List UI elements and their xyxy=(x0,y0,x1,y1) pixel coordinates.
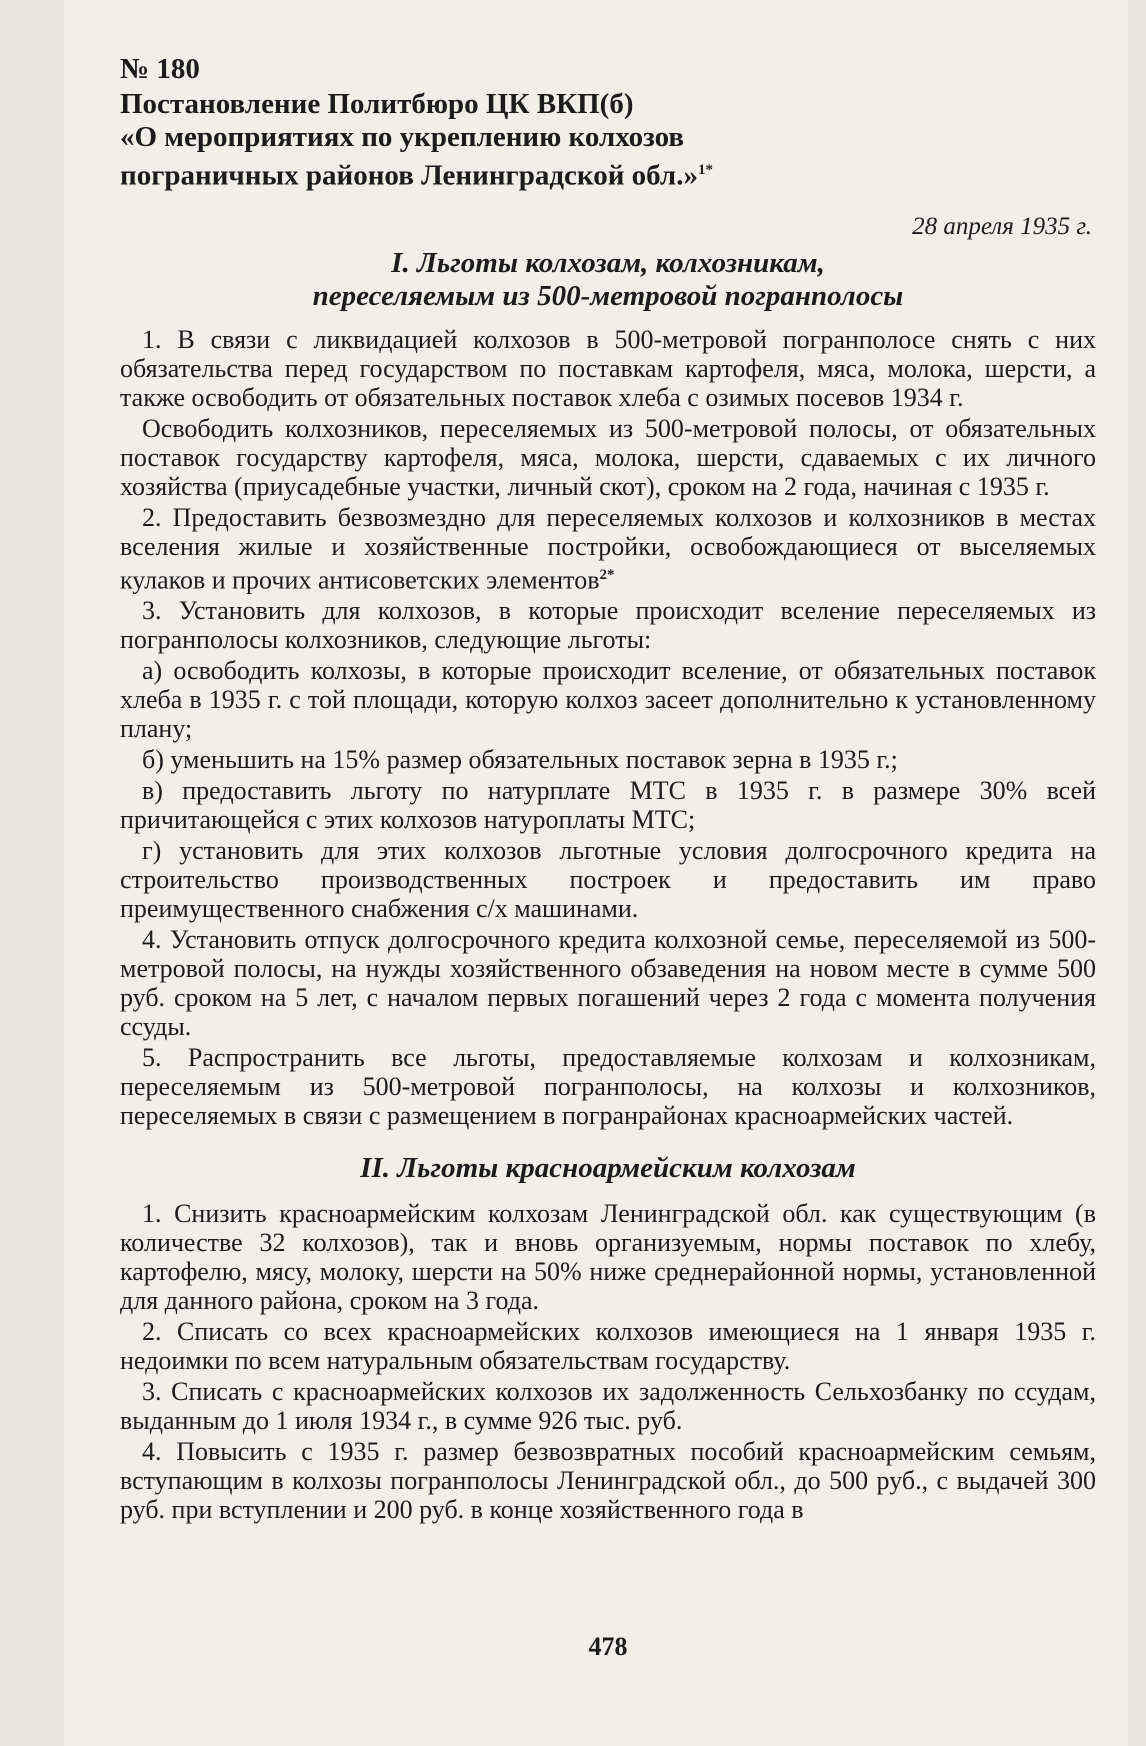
document-date: 28 апреля 1935 г. xyxy=(912,212,1092,240)
footnote-marker: 2* xyxy=(599,566,615,583)
title-line: Постановление Политбюро ЦК ВКП(б) xyxy=(120,88,634,120)
paragraph: Освободить колхозников, переселяемых из 500-метровой полосы, от обязательных поставок государству картофеля, мяса, молока, шерсти, сдаваемых с их личного хозяйства (приусадебные участки, личный скот), сроком на 2 года, начиная с 1935 г. xyxy=(120,413,1096,501)
paragraph-text: 2. Предоставить безвозмездно для переселяемых колхозов и колхозников в местах вселения жилые и хозяйственные постройки, освобождающиеся от выселяемых кулаков и прочих антисоветских элементов xyxy=(120,502,1096,595)
paragraph: в) предоставить льготу по натурплате МТС в 1935 г. в размере 30% всей причитающейся с этих колхозов натуроплаты МТС; xyxy=(120,776,1096,835)
paragraph: 3. Списать с красноармейских колхозов их задолженность Сельхозбанку по ссудам, выданным до 1 июля 1934 г., в сумме 926 тыс. руб. xyxy=(120,1377,1096,1436)
paragraph: 1. В связи с ликвидацией колхозов в 500-метровой погранполосе снять с них обязательства перед государством по поставкам картофеля, мяса, молока, шерсти, а также освободить от обязательных поставок хлеба с озимых посевов 1934 г. xyxy=(120,324,1096,412)
paragraph: 5. Распространить все льготы, предоставляемые колхозам и колхозникам, переселяемым из 500-метровой погранполосы, на колхозы и колхозников, переселяемых в связи с размещением в погранрайонах красноармейских частей. xyxy=(120,1043,1096,1131)
document-number: № 180 xyxy=(120,53,200,85)
paragraph: 3. Установить для колхозов, в которые происходит вселение переселяемых из погранполосы колхозников, следующие льготы: xyxy=(120,596,1096,655)
paragraph: 4. Повысить с 1935 г. размер безвозвратных пособий красноармейским семьям, вступающим в колхозы погранполосы Ленинградской обл., до 500 руб., с выдачей 300 руб. при вступлении и 200 руб. в конце хозяйственного года в xyxy=(120,1437,1096,1525)
title-line xyxy=(120,154,1096,193)
section-2-heading: II. Льготы красноармейским колхозам xyxy=(360,1152,856,1185)
paragraph: а) освободить колхозы, в которые происходит вселение, от обязательных поставок хлеба в 1935 г. с той площади, которую колхоз засеет дополнительно к установленному плану; xyxy=(120,656,1096,744)
paragraph: г) установить для этих колхозов льготные условия долгосрочного кредита на строительство производственных построек и предоставить им право преимущественного снабжения с/х машинами. xyxy=(120,836,1096,924)
paragraph: 4. Установить отпуск долгосрочного кредита колхозной семье, переселяемой из 500-метровой полосы, на нужды хозяйственного обзаведения на новом месте в сумме 500 руб. сроком на 5 лет, с началом первых погашений через 2 года с момента получения ссуды. xyxy=(120,925,1096,1042)
section-1-heading xyxy=(120,247,1096,313)
paragraph: 2. Списать со всех красноармейских колхозов имеющиеся на 1 января 1935 г. недоимки по всем натуральным обязательствам государству. xyxy=(120,1317,1096,1376)
paragraph xyxy=(120,503,1096,595)
title-line-text: пограничных районов Ленинградской обл.» xyxy=(120,159,698,192)
title-footnote-marker: 1* xyxy=(697,162,713,178)
document-title xyxy=(120,88,1096,193)
title-line: «О мероприятиях по укреплению колхозов xyxy=(120,121,685,153)
page-number: 478 xyxy=(588,1632,628,1661)
document-content xyxy=(120,52,1096,1524)
section-1-heading-line: переселяемым из 500-метровой погранполосы xyxy=(312,279,904,312)
section-1-heading-line: I. Льготы колхозам, колхозникам, xyxy=(391,246,825,279)
paragraph: б) уменьшить на 15% размер обязательных поставок зерна в 1935 г.; xyxy=(142,745,898,775)
paragraph: 1. Снизить красноармейским колхозам Ленинградской обл. как существующим (в количестве 32 колхозов), так и вновь организуемым, нормы поставок по хлебу, картофелю, мясу, молоку, шерсти на 50% ниже среднерайонной нормы, установленной для данного района, сроком на 3 года. xyxy=(120,1199,1096,1316)
